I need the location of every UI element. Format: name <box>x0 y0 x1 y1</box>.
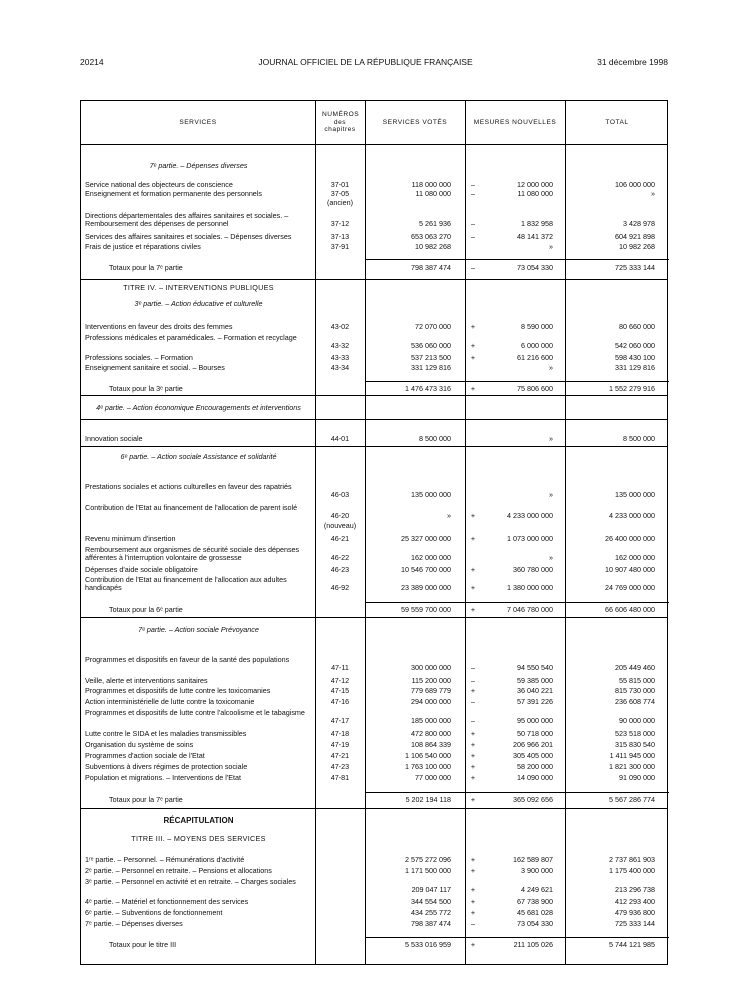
row-label: Programmes et dispositifs en faveur de la santé des populations <box>85 655 290 664</box>
services-votes-value: 1 763 100 000 <box>405 762 451 771</box>
services-votes-value: 108 864 339 <box>411 740 451 749</box>
mesures-nouvelles-value: 50 718 000 <box>517 729 553 738</box>
row-divider <box>81 617 667 618</box>
mesures-nouvelles-value: 211 105 026 <box>513 940 553 949</box>
row-label: Programmes et dispositifs de lutte contre l'alcoolisme et le tabagisme <box>85 708 305 717</box>
mesures-nouvelles-value: » <box>549 434 553 443</box>
mesures-nouvelles-value: 57 391 226 <box>517 697 553 706</box>
sign: – <box>471 716 475 725</box>
services-votes-value: 209 047 117 <box>411 885 451 894</box>
services-votes-value: 344 554 500 <box>411 897 451 906</box>
sign: + <box>470 751 476 760</box>
section-heading: 3ᵉ partie. – Action éducative et culturelle <box>134 299 263 308</box>
chapter-number: 37-05 <box>330 189 350 198</box>
row-label: Veille, alerte et interventions sanitaires <box>85 676 208 685</box>
sign: – <box>471 263 475 272</box>
row-label: Contribution de l'Etat au financement de l'allocation aux adultes handicapés <box>85 575 287 592</box>
row-label: Programmes et dispositifs de lutte contre les toxicomanies <box>85 686 271 695</box>
mesures-nouvelles-value: 58 200 000 <box>517 762 553 771</box>
mesures-nouvelles-value: 61 216 600 <box>517 353 553 362</box>
services-votes-value: 2 575 272 096 <box>405 855 451 864</box>
journal-title: JOURNAL OFFICIEL DE LA RÉPUBLIQUE FRANÇAISE <box>258 57 473 67</box>
mesures-nouvelles-value: 73 054 330 <box>517 919 553 928</box>
mesures-nouvelles-value: » <box>549 242 553 251</box>
services-votes-value: 779 689 779 <box>411 686 451 695</box>
services-votes-value: 798 387 474 <box>411 919 451 928</box>
mesures-nouvelles-value: 4 249 621 <box>521 885 553 894</box>
mesures-nouvelles-value: 59 385 000 <box>517 676 553 685</box>
sign: – <box>471 180 475 189</box>
mesures-nouvelles-value: 95 000 000 <box>517 716 553 725</box>
services-votes-value: 135 000 000 <box>411 490 451 499</box>
services-votes-value: 115 200 000 <box>411 676 451 685</box>
sign: + <box>470 583 476 592</box>
chapter-number: 47-15 <box>330 686 350 695</box>
chapter-number: 37-12 <box>330 219 350 228</box>
total-rule <box>365 937 465 938</box>
sign: + <box>470 897 476 906</box>
row-label: Directions départementales des affaires sanitaires et sociales. – Remboursement des dépenses de personnel <box>85 211 289 228</box>
total-value: 205 449 460 <box>615 663 655 672</box>
sign: + <box>470 908 476 917</box>
page-number: 20214 <box>80 57 104 67</box>
chapter-number: 47-11 <box>331 663 349 672</box>
row-label: Services des affaires sanitaires et sociales. – Dépenses diverses <box>85 232 292 241</box>
sign: + <box>470 353 476 362</box>
mesures-nouvelles-value: » <box>549 553 553 562</box>
mesures-nouvelles-value: 14 090 000 <box>517 773 553 782</box>
services-votes-value: 10 982 268 <box>415 242 451 251</box>
services-votes-value: 59 559 700 000 <box>401 605 451 614</box>
services-votes-value: 77 000 000 <box>415 773 451 782</box>
mesures-nouvelles-value: 305 405 000 <box>513 751 553 760</box>
row-divider <box>81 808 667 809</box>
mesures-nouvelles-value: 4 233 000 000 <box>507 511 553 520</box>
total-value: 4 233 000 000 <box>609 511 655 520</box>
total-rule <box>565 259 669 260</box>
mesures-nouvelles-value: 36 040 221 <box>517 686 553 695</box>
row-label: Action interministérielle de lutte contre la toxicomanie <box>85 697 255 706</box>
sign: + <box>470 740 476 749</box>
total-value: 162 000 000 <box>615 553 655 562</box>
chapter-number: 37-91 <box>330 242 350 251</box>
total-value: 1 175 400 000 <box>609 866 655 875</box>
sign: + <box>470 729 476 738</box>
total-value: 542 060 000 <box>615 341 655 350</box>
chapter-number: 47-18 <box>330 729 350 738</box>
chapter-number: 47-23 <box>330 762 350 771</box>
section-heading: 7ᵉ partie. – Action sociale Prévoyance <box>138 625 259 634</box>
chapter-number: 47-21 <box>330 751 350 760</box>
sign: + <box>470 795 476 804</box>
chapter-note: (nouveau) <box>323 521 357 530</box>
total-value: 1 411 945 000 <box>609 751 655 760</box>
row-label: Service national des objecteurs de conscience <box>85 180 233 189</box>
sign: – <box>471 676 475 685</box>
row-label: Innovation sociale <box>85 434 143 443</box>
total-label: Totaux pour le titre III <box>109 940 177 949</box>
chapter-number: 47-17 <box>330 716 350 725</box>
total-value: 91 090 000 <box>619 773 655 782</box>
title-heading: TITRE IV. – INTERVENTIONS PUBLIQUES <box>123 283 274 292</box>
total-value: 213 296 738 <box>615 885 655 894</box>
services-votes-value: » <box>447 511 451 520</box>
sign: – <box>471 697 475 706</box>
section-heading: 4ᵉ partie. – Action économique Encouragements et interventions <box>96 403 301 412</box>
total-value: 236 608 774 <box>615 697 655 706</box>
services-votes-value: 10 546 700 000 <box>401 565 451 574</box>
total-value: » <box>651 189 655 198</box>
total-value: 479 936 800 <box>615 908 655 917</box>
mesures-nouvelles-value: 1 832 958 <box>521 219 553 228</box>
services-votes-value: 162 000 000 <box>411 553 451 562</box>
row-label: 7ᵉ partie. – Dépenses diverses <box>85 919 183 928</box>
services-votes-value: 653 063 270 <box>411 232 451 241</box>
chapter-number: 37-01 <box>330 180 350 189</box>
mesures-nouvelles-value: 7 046 780 000 <box>507 605 553 614</box>
mesures-nouvelles-value: 94 550 540 <box>517 663 553 672</box>
sign: + <box>470 773 476 782</box>
sign: + <box>470 605 476 614</box>
total-value: 1 552 279 916 <box>609 384 655 393</box>
mesures-nouvelles-value: 12 000 000 <box>517 180 553 189</box>
chapter-number: 47-16 <box>330 697 350 706</box>
sign: – <box>471 189 475 198</box>
sign: + <box>470 511 476 520</box>
mesures-nouvelles-value: 3 900 000 <box>521 866 553 875</box>
services-votes-value: 434 255 772 <box>411 908 451 917</box>
total-value: 10 982 268 <box>619 242 655 251</box>
total-rule <box>365 602 465 603</box>
col-header-chapters: NUMÉROS des chapitres <box>322 111 360 134</box>
row-label: Revenu minimum d'insertion <box>85 534 176 543</box>
services-votes-value: 798 387 474 <box>411 263 451 272</box>
sign: + <box>470 940 476 949</box>
total-value: 523 518 000 <box>615 729 655 738</box>
col-header-total: TOTAL <box>605 118 629 126</box>
total-value: 5 567 286 774 <box>609 795 655 804</box>
mesures-nouvelles-value: » <box>549 490 553 499</box>
services-votes-value: 1 476 473 316 <box>405 384 451 393</box>
chapter-number: 46-20 <box>330 511 350 520</box>
sign: – <box>471 919 475 928</box>
total-rule <box>465 792 565 793</box>
total-rule <box>365 792 465 793</box>
chapter-number: 43-02 <box>330 322 350 331</box>
services-votes-value: 5 261 936 <box>419 219 451 228</box>
total-rule <box>565 937 669 938</box>
row-label: Professions sociales. – Formation <box>85 353 193 362</box>
services-votes-value: 23 389 000 000 <box>401 583 451 592</box>
total-value: 2 737 861 903 <box>609 855 655 864</box>
row-label: Frais de justice et réparations civiles <box>85 242 201 251</box>
sign: + <box>470 686 476 695</box>
total-label: Totaux pour la 6ᵉ partie <box>109 605 183 614</box>
chapter-number: 46-92 <box>330 583 350 592</box>
row-label: Population et migrations. – Interventions de l'Etat <box>85 773 241 782</box>
sign: + <box>470 534 476 543</box>
mesures-nouvelles-value: 45 681 028 <box>517 908 553 917</box>
col-header-services-votes: SERVICES VOTÉS <box>382 118 448 126</box>
sign: + <box>470 762 476 771</box>
services-votes-value: 536 060 000 <box>411 341 451 350</box>
chapter-number: 43-32 <box>330 341 350 350</box>
total-label: Totaux pour la 7ᵉ partie <box>109 795 183 804</box>
total-rule <box>565 381 669 382</box>
total-label: Totaux pour la 3ᵉ partie <box>109 384 183 393</box>
total-value: 10 907 480 000 <box>605 565 655 574</box>
row-label: Programmes d'action sociale de l'Etat <box>85 751 205 760</box>
row-label: Contribution de l'Etat au financement de l'allocation de parent isolé <box>85 503 298 512</box>
total-value: 26 400 000 000 <box>605 534 655 543</box>
total-value: 725 333 144 <box>615 919 655 928</box>
total-rule <box>465 259 565 260</box>
total-rule <box>565 792 669 793</box>
chapter-number: 44-01 <box>330 434 350 443</box>
col-header-services: SERVICES <box>179 118 217 126</box>
row-label: Professions médicales et paramédicales. – Formation et recyclage <box>85 333 297 342</box>
sign: + <box>470 341 476 350</box>
row-label: Interventions en faveur des droits des femmes <box>85 322 233 331</box>
row-divider <box>81 279 667 280</box>
services-votes-value: 300 000 000 <box>411 663 451 672</box>
row-label: Prestations sociales et actions culturelles en faveur des rapatriés <box>85 482 292 491</box>
chapter-note: (ancien) <box>327 198 353 207</box>
services-votes-value: 472 800 000 <box>411 729 451 738</box>
total-rule <box>365 381 465 382</box>
services-votes-value: 5 202 194 118 <box>405 795 451 804</box>
total-value: 90 000 000 <box>619 716 655 725</box>
services-votes-value: 8 500 000 <box>419 434 451 443</box>
mesures-nouvelles-value: 8 590 000 <box>521 322 553 331</box>
sign: + <box>470 384 476 393</box>
mesures-nouvelles-value: 73 054 330 <box>517 263 553 272</box>
chapter-number: 47-81 <box>330 773 350 782</box>
mesures-nouvelles-value: 11 080 000 <box>517 189 553 198</box>
total-value: 5 744 121 985 <box>609 940 655 949</box>
total-value: 815 730 000 <box>615 686 655 695</box>
chapter-number: 46-23 <box>330 565 350 574</box>
total-value: 66 606 480 000 <box>605 605 655 614</box>
sign: – <box>471 663 475 672</box>
sign: + <box>470 855 476 864</box>
total-value: 331 129 816 <box>615 363 655 372</box>
chapter-number: 47-12 <box>330 676 350 685</box>
total-rule <box>565 602 669 603</box>
row-label: 1ʳᵉ partie. – Personnel. – Rémunérations d'activité <box>85 855 245 864</box>
mesures-nouvelles-value: 6 000 000 <box>521 341 553 350</box>
total-value: 135 000 000 <box>615 490 655 499</box>
row-label: 6ᵉ partie. – Subventions de fonctionnement <box>85 908 223 917</box>
mesures-nouvelles-value: 365 092 656 <box>513 795 553 804</box>
mesures-nouvelles-value: 1 073 000 000 <box>507 534 553 543</box>
total-value: 8 500 000 <box>623 434 655 443</box>
row-label: Enseignement sanitaire et social. – Bourses <box>85 363 225 372</box>
chapter-number: 37-13 <box>330 232 350 241</box>
mesures-nouvelles-value: 206 966 201 <box>513 740 553 749</box>
total-rule <box>465 381 565 382</box>
services-votes-value: 294 000 000 <box>411 697 451 706</box>
services-votes-value: 118 000 000 <box>411 180 451 189</box>
services-votes-value: 11 080 000 <box>415 189 451 198</box>
mesures-nouvelles-value: 67 738 900 <box>517 897 553 906</box>
sign: + <box>470 565 476 574</box>
total-value: 598 430 100 <box>615 353 655 362</box>
mesures-nouvelles-value: » <box>549 363 553 372</box>
row-label: Remboursement aux organismes de sécurité sociale des dépenses afférentes à l'interruption volontaire de grossesse <box>85 545 300 562</box>
row-label: 3ᵉ partie. – Personnel en activité et en retraite. – Charges sociales <box>85 877 296 886</box>
total-value: 3 428 978 <box>623 219 655 228</box>
total-value: 80 660 000 <box>619 322 655 331</box>
page-header <box>0 57 731 69</box>
chapter-number: 46-22 <box>330 553 350 562</box>
total-rule <box>465 937 565 938</box>
chapter-number: 43-33 <box>330 353 350 362</box>
section-heading: 7ᵉ partie. – Dépenses diverses <box>149 161 248 170</box>
row-label: Lutte contre le SIDA et les maladies transmissibles <box>85 729 247 738</box>
services-votes-value: 537 213 500 <box>411 353 451 362</box>
services-votes-value: 5 533 016 959 <box>405 940 451 949</box>
row-divider <box>81 446 667 447</box>
services-votes-value: 1 171 500 000 <box>405 866 451 875</box>
sign: + <box>470 885 476 894</box>
section-heading: 6ᵉ partie. – Action sociale Assistance et solidarité <box>120 452 277 461</box>
sign: + <box>470 322 476 331</box>
row-label: Dépenses d'aide sociale obligatoire <box>85 565 198 574</box>
chapter-number: 47-19 <box>330 740 350 749</box>
services-votes-value: 25 327 000 000 <box>401 534 451 543</box>
mesures-nouvelles-value: 360 780 000 <box>513 565 553 574</box>
sign: + <box>470 866 476 875</box>
row-label: 4ᵉ partie. – Matériel et fonctionnement des services <box>85 897 249 906</box>
total-label: Totaux pour la 7ᵉ partie <box>109 263 183 272</box>
chapter-number: 46-21 <box>330 534 350 543</box>
row-divider <box>81 395 667 396</box>
mesures-nouvelles-value: 162 589 807 <box>513 855 553 864</box>
total-value: 412 293 400 <box>615 897 655 906</box>
services-votes-value: 1 106 540 000 <box>405 751 451 760</box>
total-value: 725 333 144 <box>615 263 655 272</box>
sign: – <box>471 219 475 228</box>
total-value: 1 821 300 000 <box>609 762 655 771</box>
mesures-nouvelles-value: 48 141 372 <box>517 232 553 241</box>
row-label: 2ᵉ partie. – Personnel en retraite. – Pensions et allocations <box>85 866 272 875</box>
mesures-nouvelles-value: 75 806 600 <box>517 384 553 393</box>
row-label: Enseignement et formation permanente des personnels <box>85 189 262 198</box>
row-label: Subventions à divers régimes de protection sociale <box>85 762 248 771</box>
publication-date: 31 décembre 1998 <box>597 57 668 67</box>
chapter-number: 43-34 <box>330 363 350 372</box>
row-divider <box>81 419 667 420</box>
total-value: 106 000 000 <box>615 180 655 189</box>
chapter-number: 46-03 <box>330 490 350 499</box>
total-rule <box>465 602 565 603</box>
table-body <box>81 101 667 964</box>
recap-heading: RÉCAPITULATION <box>163 816 234 825</box>
services-votes-value: 185 000 000 <box>411 716 451 725</box>
sign: – <box>471 232 475 241</box>
services-votes-value: 72 070 000 <box>415 322 451 331</box>
title-heading: TITRE III. – MOYENS DES SERVICES <box>131 834 266 843</box>
total-value: 604 921 898 <box>615 232 655 241</box>
col-header-mesures-nouvelles: MESURES NOUVELLES <box>473 118 557 126</box>
total-value: 55 815 000 <box>619 676 655 685</box>
services-votes-value: 331 129 816 <box>411 363 451 372</box>
budget-table <box>80 100 668 965</box>
row-label: Organisation du système de soins <box>85 740 194 749</box>
total-rule <box>365 259 465 260</box>
total-value: 24 769 000 000 <box>605 583 655 592</box>
total-value: 315 830 540 <box>615 740 655 749</box>
mesures-nouvelles-value: 1 380 000 000 <box>507 583 553 592</box>
